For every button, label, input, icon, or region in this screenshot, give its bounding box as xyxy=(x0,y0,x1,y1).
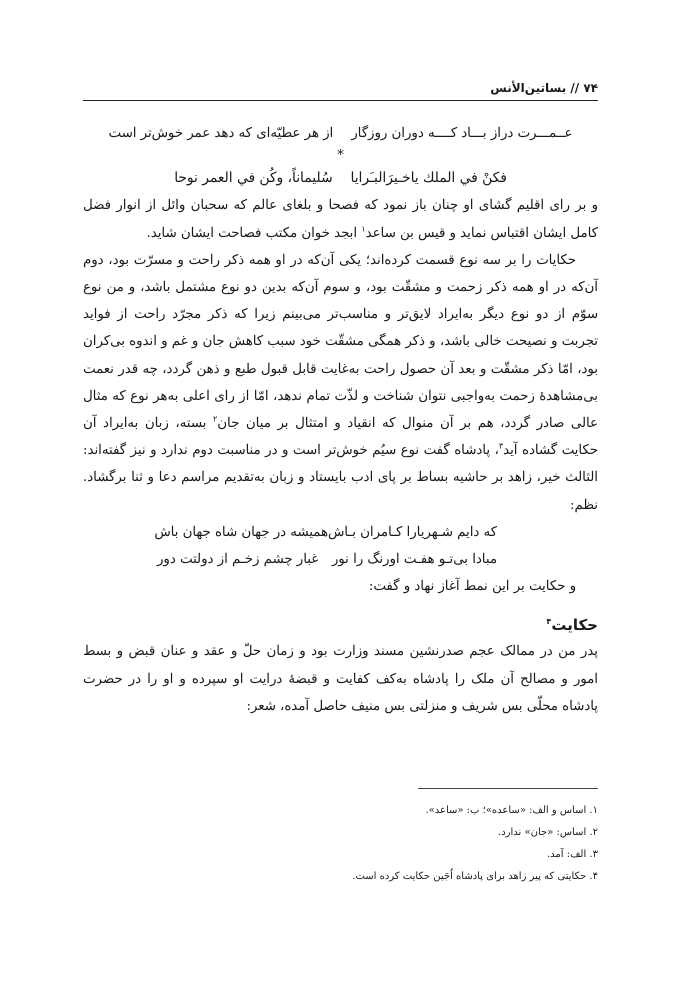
footnote: ۱. اساس و الف: «ساعده»؛ ب: «ساعد». xyxy=(425,805,598,816)
poem-line xyxy=(154,519,497,546)
paragraph-story: پدر من در ممالک عجم صدرنشین مسند وزارت بود و زمان حلّ و عقد و عنان قبض و بسط امور و مصالح آن ملک را پادشاه به‌کف کفایت و قبضهٔ درایت او سپرده و او را در حضرت پادشاه محلّی بس شریف و منزلتی بس منیف حاصل آمده، شعر: xyxy=(83,644,598,714)
verse-hemistich-second: از هر عطیّه‌ای که دهد عمر خوش‌تر است xyxy=(108,126,334,141)
poem-hemistich: مبادا بی‌تـو هفـت اورنگ را نور xyxy=(331,552,497,568)
verse-hemistich-first: فكنْ في الملك ياخـيرَالبـَرايا xyxy=(350,170,507,187)
footnote: ۳. الف: آمد. xyxy=(546,849,598,860)
footnote: ۲. اساس: «جان» ندارد. xyxy=(498,827,598,838)
paragraph-intro: و بر رای اقلیم گشای او چنان باز نمود که فصحا و بلغای عالم که سحبان وائل از انوار فضل کامل ایشان اقتباس نماید و قیس بن ساعد$^۱$ ابجد خوان مکتب فصاحت ایشان شاید. xyxy=(83,198,598,241)
footnote-ref: ۱ xyxy=(361,224,366,234)
paragraph-transition: و حکایت بر این نمط آغاز نهاد و گفت: xyxy=(368,579,576,595)
section-heading: حکایت$^۴$ xyxy=(546,616,598,635)
poem-line xyxy=(157,546,497,573)
arabic-verse xyxy=(83,165,598,192)
poem-hemistich: که دایم شـهریارا کـامران بـاش xyxy=(328,524,497,540)
running-header xyxy=(83,78,598,101)
poem-hemistich: همیشه در جهان شاه جهان باش xyxy=(154,524,329,540)
persian-verse xyxy=(83,120,598,147)
footnote-ref: ۲ xyxy=(212,414,218,424)
footnotes xyxy=(83,800,598,888)
footnote-ref: ۳ xyxy=(498,441,504,451)
running-head-text: ۷۴ // بساتین‌الأنس xyxy=(490,81,598,95)
footnote: ۴. حکایتی که پیر زاهد برای پادشاه اُجَین حکایت کرده است. xyxy=(352,871,598,882)
verse-hemistich-first: عــمـــرت دراز بـــاد کــــه دوران روزگار xyxy=(351,126,573,141)
paragraph-kinds-of-stories: حکایات را بر سه نوع قسمت کرده‌اند؛ یکی آن‌که در او همه ذکر راحت و مسرّت بود، دوم آن‌که در او همه ذکر زحمت و مشقّت بود، و سوم آن‌که بدین دو نوع مشتمل باشد، و من نوع سوّم از دو نوع دیگر به‌ایراد لایق‌تر و مناسب‌تر می‌بینم زیرا که ذکر مجرّد راحت از فواید تجربت و نصیحت خالی باشد، و ذکر همگی مشقّت خود سبب کاهش جان و غم و اندوه بی‌کران بود، امّا ذکر مشقّت و بعد آن حصول راحت به‌غایت قابل قبول طبع و ذهن گردد، چه قدر نعمت بی‌مشاهدهٔ زحمت به‌واجبی نتوان شناخت و لذّت تمام ندهد، امّا از رای اعلی به‌هر نوع که مثال عالی صادر گردد، هم بر آن منوال که انقیاد و امتثال بر میان جان$^۲$ بسته، زبان به‌ایراد آن حکایت گشاده آید$^۳$، پادشاه گفت نوع سیُم خوش‌تر است و در مناسبت دوم ندارد و نیز گفته‌اند: الثالث خیر، زاهد بر حاشیه بساط بر پای ادب بایستاد و زبان به‌تقدیم مراسم دعا و ثنا برگشاد. نظم: xyxy=(83,252,598,513)
poem-hemistich: غبار چشم زخـم از دولتت دور xyxy=(157,552,319,568)
poem xyxy=(154,519,497,573)
footnote-rule xyxy=(418,788,598,789)
verse-hemistich-second: سُليماناً، وكُن في العمر نوحا xyxy=(174,170,333,187)
verse-separator-star: * xyxy=(337,148,344,164)
footnote-ref: ۴ xyxy=(546,617,552,627)
page-body xyxy=(83,120,598,720)
